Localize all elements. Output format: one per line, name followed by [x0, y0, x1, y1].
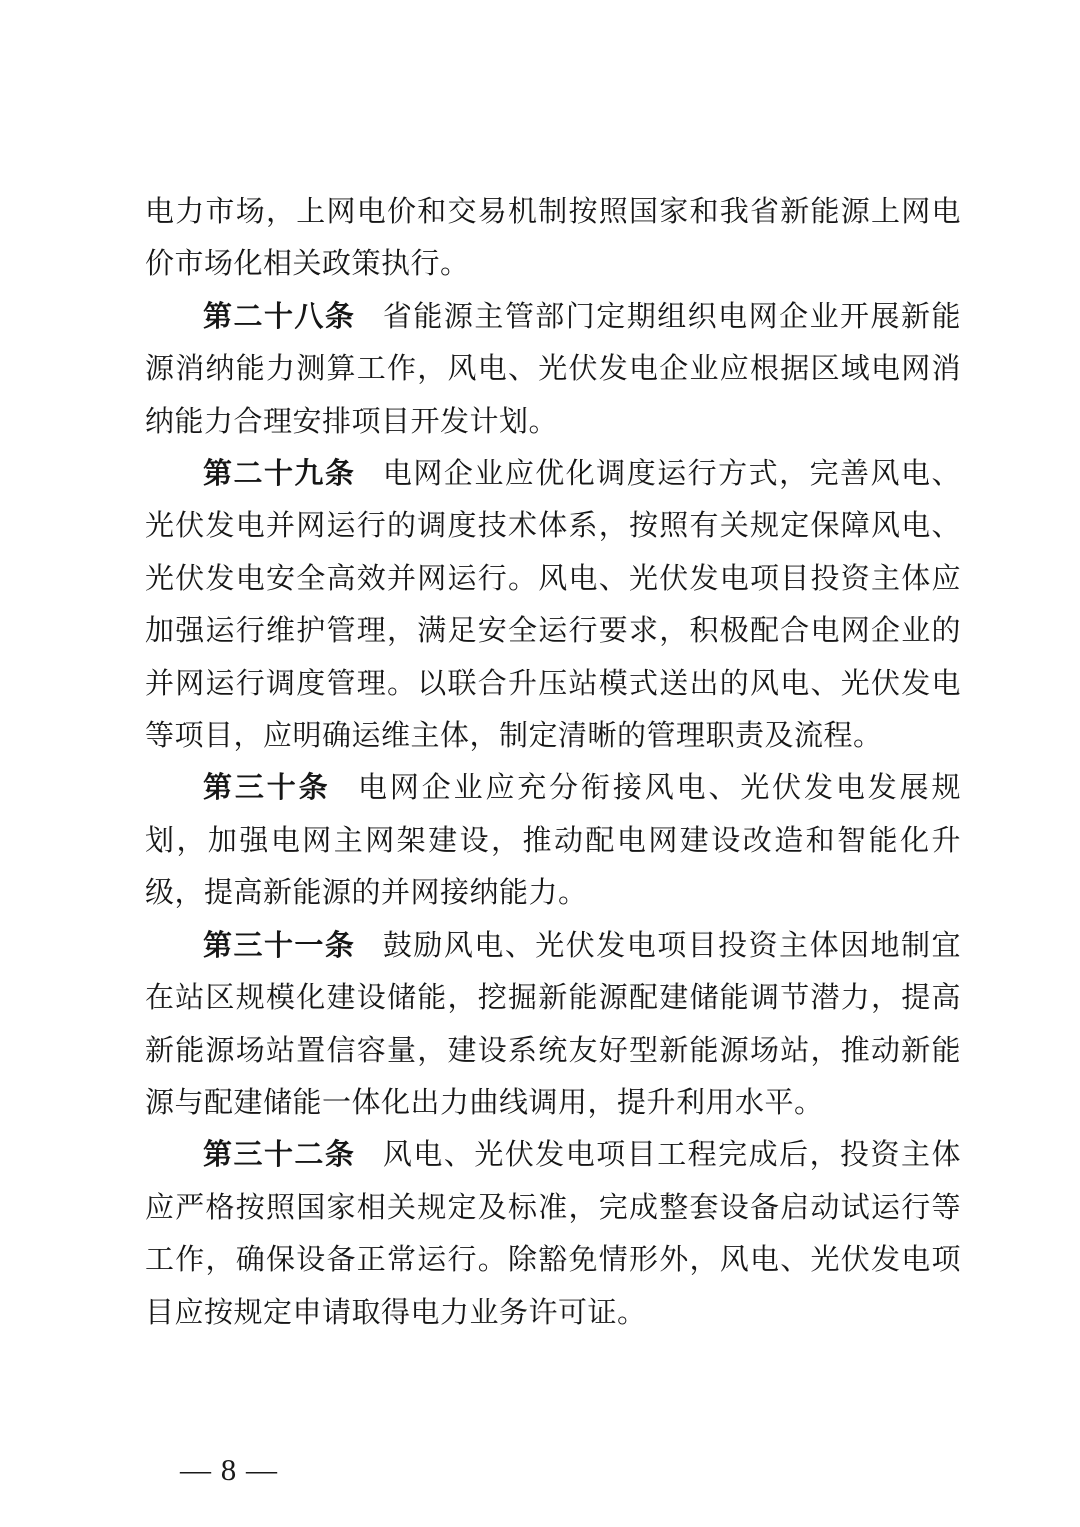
paragraph-text: 鼓励风电、光伏发电项目投资主体因地制宜在站区规模化建设储能，挖掘新能源配建储能调节潜力，提高新能源场站置信容量，建设系统友好型新能源场站，推动新能源与配建储能一体化出力曲线调用，提升利用水平。 [145, 929, 961, 1119]
paragraph [145, 762, 961, 919]
paragraph [145, 1129, 961, 1339]
page-footer [145, 1416, 278, 1524]
paragraph [145, 291, 961, 448]
paragraph [145, 448, 961, 762]
paragraph [145, 920, 961, 1130]
paragraph-text: 风电、光伏发电项目工程完成后，投资主体应严格按照国家相关规定及标准，完成整套设备启动试运行等工作，确保设备正常运行。除豁免情形外，风电、光伏发电项目应按规定申请取得电力业务许可证。 [145, 1139, 961, 1329]
document-body [145, 186, 961, 1339]
article-number: 第三十二条 [203, 1139, 356, 1172]
article-number: 第二十八条 [203, 300, 356, 333]
paragraph-text: 电网企业应充分衔接风电、光伏发电发展规划，加强电网主网架建设，推动配电网建设改造和智能化升级，提高新能源的并网接纳能力。 [145, 772, 961, 910]
page-number: — 8 — [180, 1452, 278, 1487]
paragraph-text: 省能源主管部门定期组织电网企业开展新能源消纳能力测算工作，风电、光伏发电企业应根据区域电网消纳能力合理安排项目开发计划。 [145, 300, 961, 438]
article-number: 第二十九条 [203, 458, 356, 491]
paragraph-text: 电力市场，上网电价和交易机制按照国家和我省新能源上网电价市场化相关政策执行。 [145, 196, 961, 281]
paragraph [145, 186, 961, 291]
article-number: 第三十条 [203, 772, 331, 805]
paragraph-text: 电网企业应优化调度运行方式，完善风电、光伏发电并网运行的调度技术体系，按照有关规定保障风电、光伏发电安全高效并网运行。风电、光伏发电项目投资主体应加强运行维护管理，满足安全运行要求，积极配合电网企业的并网运行调度管理。以联合升压站模式送出的风电、光伏发电等项目，应明确运维主体，制定清晰的管理职责及流程。 [145, 458, 961, 753]
article-number: 第三十一条 [203, 929, 356, 962]
